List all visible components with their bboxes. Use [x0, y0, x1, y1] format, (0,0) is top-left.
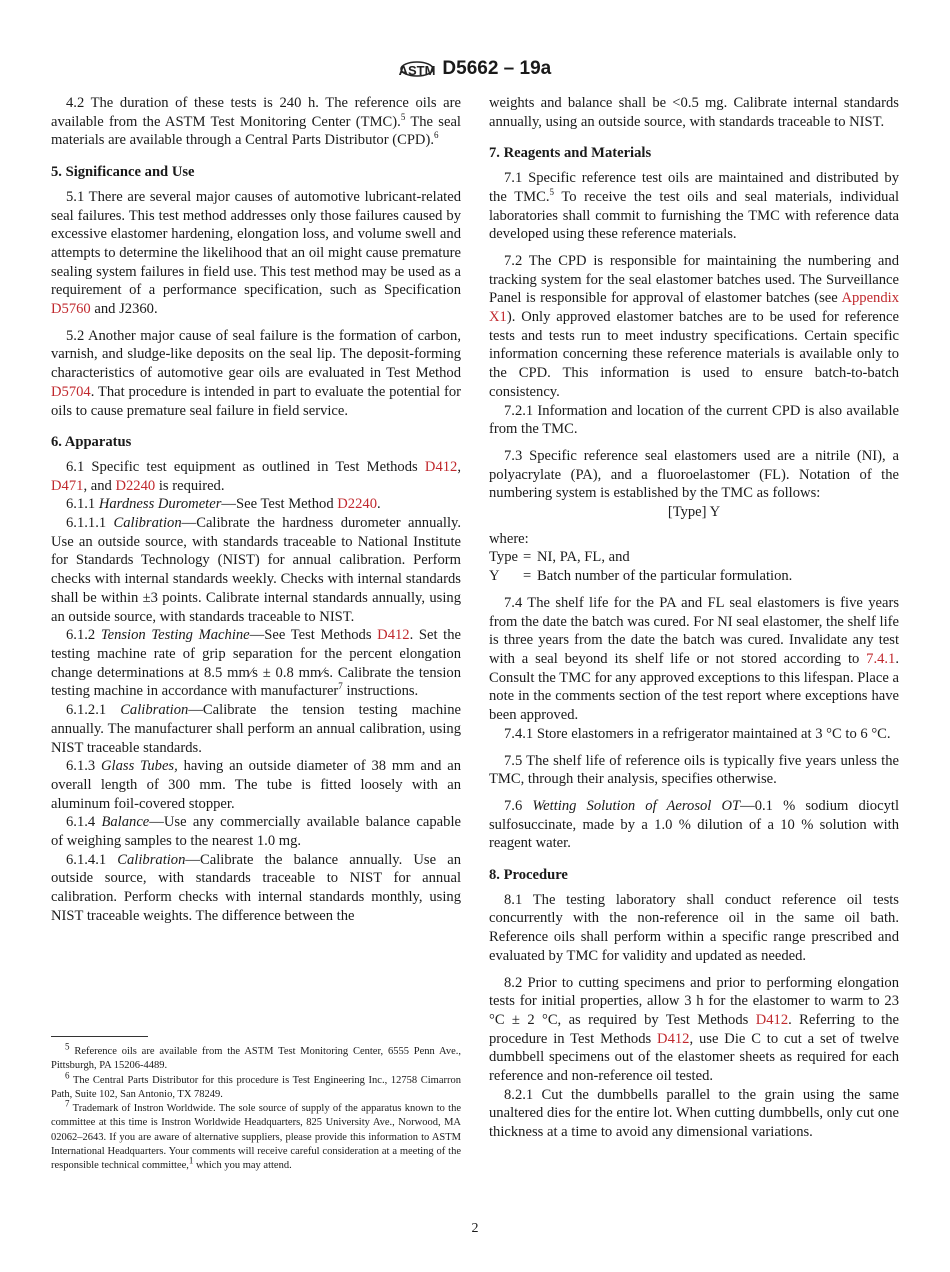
cross-reference-link[interactable]: Appendix X1: [489, 290, 899, 326]
paragraph: [489, 94, 899, 131]
text-run: —Calibrate the balance annually. Use an outside source, with standards traceable to NIST for annual calibration. Perform checks with internal standards monthly, using NIST traceable weights. The difference between the: [51, 851, 461, 924]
text-run: 6. Apparatus: [51, 434, 132, 451]
footnote-ref: 6: [65, 1070, 70, 1081]
text-run: Wetting Solution of Aerosol OT: [532, 797, 741, 814]
text-run: 6.1.1.1: [66, 515, 114, 532]
definition-text: [537, 548, 630, 567]
footnote-ref: 6: [433, 130, 439, 141]
text-run: 8.2 Prior to cutting specimens and prior to performing elongation tests for initial properties, allow 3 h for the elastomer to warm to 23 °C ± 2 °C, as required by Test Methods: [489, 974, 899, 1028]
section-heading: [489, 866, 899, 885]
text-run: is required.: [155, 477, 225, 494]
text-run: NI, PA, FL, and: [537, 549, 630, 566]
paragraph: [489, 594, 899, 725]
text-run: 6.1 Specific test equipment as outlined in Test Methods: [66, 458, 425, 475]
text-run: ,: [457, 458, 461, 475]
text-run: To receive the test oils and seal materials, individual laboratories shall commit to furnishing the TMC with reference data developed using these reference materials.: [489, 188, 899, 243]
text-run: 7.2.1 Information and location of the current CPD is also available from the TMC.: [489, 402, 899, 438]
right-column: [489, 94, 899, 1142]
paragraph: [489, 503, 899, 522]
footnote-ref: 7: [338, 681, 343, 692]
text-run: Calibration: [117, 851, 186, 868]
footnote: [51, 1070, 461, 1103]
text-run: , use Die C to cut a set of twelve dumbbell specimens out of the elastomer sheets as required for each reference and non-reference oil tested.: [489, 1030, 899, 1085]
text-run: . That procedure is intended in part to evaluate the potential for oils to cause premature seal failure in field service.: [51, 383, 461, 419]
text-run: Batch number of the particular formulation.: [537, 568, 793, 585]
paragraph: [489, 974, 899, 1086]
text-run: Balance: [101, 814, 150, 831]
footnote-divider: [51, 1036, 148, 1037]
definition-row: [489, 548, 899, 567]
left-column: [51, 94, 461, 926]
text-run: [Type] Y: [667, 504, 721, 521]
text-run: Glass Tubes,: [101, 758, 178, 775]
definition-term: Type: [489, 549, 518, 566]
paragraph: [51, 626, 461, 701]
paragraph: [51, 327, 461, 421]
footnote: [51, 1041, 461, 1074]
text-run: —Calibrate the hardness durometer annually. Use an outside source, with standards traceable to National Institute for Standards Technology (NIST) for annual calibration. Perform checks with internal standards weekly. Checks with internal standards shall be within ±3 points. Calibrate internal standards annually, using an outside source, with standards traceable to NIST.: [51, 515, 461, 625]
text-run: 6.1.4.1: [66, 851, 118, 868]
paragraph: [51, 514, 461, 626]
text-run: —Use any commercially available balance capable of weighing samples to the nearest 1.0 mg.: [51, 814, 461, 850]
text-run: 7.5 The shelf life of reference oils is typically five years unless the TMC, through their analysis, specifies otherwise.: [489, 752, 899, 788]
cross-reference-link[interactable]: D412: [424, 458, 458, 475]
text-run: 5.2 Another major cause of seal failure is the formation of carbon, varnish, and sludge-like deposits on the seal lip. The deposit-forming characteristics of automotive gear oils are evaluated in Test Method: [51, 327, 461, 382]
text-run: instructions.: [342, 683, 419, 700]
text-run: 6.1.2: [66, 627, 101, 644]
footnote-ref: 5: [549, 186, 554, 197]
cross-reference-link[interactable]: D412: [755, 1011, 789, 1028]
designation: D5662 – 19a: [442, 57, 552, 79]
definition-equals: =: [523, 568, 532, 585]
section-heading: [51, 433, 461, 452]
paragraph: [51, 94, 461, 150]
paragraph: [489, 252, 899, 402]
text-run: —0.1 % sodium diocytl sulfosuccinate, made by a 1.0 % dilution of a 10 % solution with reagent water.: [489, 797, 899, 852]
text-run: —See Test Method: [221, 496, 338, 513]
footnote-ref: 5: [400, 111, 406, 122]
paragraph: [489, 891, 899, 966]
text-run: —See Test Methods: [249, 627, 378, 644]
text-run: 7.6: [504, 797, 533, 814]
paragraph: [489, 169, 899, 244]
text-run: , and: [83, 477, 116, 494]
paragraph: [51, 757, 461, 813]
text-run: and J2360.: [90, 301, 158, 318]
paragraph: [489, 752, 899, 789]
text-run: Calibration: [113, 515, 182, 532]
footnote-ref: 1: [188, 1155, 194, 1166]
text-run: 7.1 Specific reference test oils are maintained and distributed by the TMC.: [489, 170, 899, 205]
footnote: [51, 1098, 461, 1173]
paragraph: [51, 458, 461, 495]
text-run: 7.2 The CPD is responsible for maintaining the numbering and tracking system for the seal elastomer batches used. The Surveillance Panel is responsible for approval of elastomer batches (see: [489, 252, 899, 307]
text-run: The Central Parts Distributor for this procedure is Test Engineering Inc., 12758 Cimarron Path, Suite 102, San Antonio, TX 78249.: [51, 1074, 461, 1100]
text-run: 6.1.1: [66, 496, 99, 513]
text-run: . Consult the TMC for any approved exceptions to this lifespan. Place a note in the comments section of the test report where exceptions have been approved.: [489, 650, 899, 724]
paragraph: [51, 188, 461, 319]
section-heading: [489, 144, 899, 163]
paragraph: [489, 447, 899, 503]
text-run: 8.2.1 Cut the dumbbells parallel to the grain using the same unaltered dies for the entire lot. When cutting dumbbells, only cut one thickness at a time to avoid any dimensional variations.: [489, 1086, 899, 1141]
definition-term: Y: [489, 568, 500, 585]
paragraph: [51, 495, 461, 514]
cross-reference-link[interactable]: D5760: [51, 301, 91, 318]
cross-reference-link[interactable]: D412: [657, 1030, 690, 1047]
text-run: 7. Reagents and Materials: [489, 145, 652, 162]
paragraph: [51, 813, 461, 850]
definition-row: [489, 567, 899, 586]
definition-equals: =: [523, 549, 532, 566]
text-run: which you may attend.: [193, 1160, 292, 1172]
text-run: 4.2 The duration of these tests is 240 h. The reference oils are available from the ASTM Test Monitoring Center (TMC).: [51, 95, 461, 130]
paragraph: [51, 851, 461, 926]
text-run: 7.3 Specific reference seal elastomers used are a nitrile (NI), a polyacrylate (PA), and a fluoroelastomer (FL). Notation of the numbering system is established by the TMC as follows:: [489, 447, 899, 502]
footnote-ref: 7: [65, 1098, 70, 1109]
section-heading: [51, 163, 461, 182]
paragraph: [489, 797, 899, 853]
text-run: 5. Significance and Use: [51, 164, 195, 181]
text-run: 7.4 The shelf life for the PA and FL seal elastomers is five years from the date the batch was cured. For NI seal elastomer, the shelf life is three years from the date the batch was cured. Invalidate any test with a seal beyond its shelf life or not stored according to: [489, 594, 899, 667]
text-run: —Calibrate the tension testing machine annually. The manufacturer shall perform an annual calibration, using NIST traceable standards.: [51, 702, 461, 756]
text-run: Trademark of Instron Worldwide. The sole source of supply of the apparatus known to the committee at this time is Instron Worldwide Headquarters, 825 University Ave., Norwood, MA 02062–2643. If you are aware of alternative suppliers, please provide this information to ASTM International Headquarters. Your comments will receive careful consideration at a meeting of the responsible technical committee,: [51, 1103, 461, 1172]
text-run: 5.1 There are several major causes of automotive lubricant-related seal failures. This test method addresses only those failures caused by excessive elastomer hardening, elongation loss, and volume swell and attempts to determine the likelihood that an oil might cause premature sealing system failures in field use. This test method may be used as a requirement of a performance specification, such as Specification: [51, 188, 461, 299]
cross-reference-link[interactable]: D2240: [115, 477, 156, 494]
text-run: Tension Testing Machine: [100, 627, 250, 644]
text-run: 6.1.2.1: [66, 702, 121, 719]
text-run: Calibration: [120, 702, 189, 719]
paragraph: [489, 1086, 899, 1142]
paragraph: [489, 402, 899, 439]
footnote-ref: 5: [65, 1041, 70, 1052]
page-number: 2: [471, 1221, 479, 1236]
cross-reference-link[interactable]: D2240: [337, 496, 377, 513]
text-run: .: [377, 496, 381, 513]
footnotes: [51, 1041, 461, 1174]
cross-reference-link[interactable]: D471: [51, 477, 84, 494]
text-run: ). Only approved elastomer batches are to be used for reference tests and tests run to meet industry specifications. Certain specific information concerning these reference materials is available only to the CPD. This information is used to ensure batch-to-batch consistency.: [489, 309, 899, 400]
text-run: Hardness Durometer: [98, 496, 222, 513]
text-run: 6.1.3: [66, 758, 101, 775]
cross-reference-link[interactable]: 7.4.1: [866, 650, 896, 667]
cross-reference-link[interactable]: D5704: [51, 383, 91, 400]
paragraph: [489, 725, 899, 744]
text-run: . Set the testing machine rate of grip separation for the percent elongation change determinations at 8.5 mm⁄s ± 0.8 mm⁄s. Calibrate the tension testing machine in accordance with manufacturer: [51, 627, 461, 700]
paragraph: [489, 530, 899, 549]
astm-logo-icon: [399, 54, 435, 84]
svg-text:ASTM: ASTM: [398, 63, 435, 78]
definition-text: [537, 567, 792, 586]
text-run: 6.1.4: [66, 814, 102, 831]
text-run: The seal materials are available through a Central Parts Distributor (CPD).: [51, 113, 461, 149]
text-run: weights and balance shall be <0.5 mg. Calibrate internal standards annually, using an outside source, with standards traceable to NIST.: [489, 95, 899, 130]
text-run: where:: [489, 530, 529, 547]
text-run: . Referring to the procedure in Test Methods: [489, 1011, 899, 1047]
cross-reference-link[interactable]: D412: [377, 627, 410, 644]
text-run: 7.4.1 Store elastomers in a refrigerator maintained at 3 °C to 6 °C.: [504, 725, 891, 742]
text-run: 8. Procedure: [489, 867, 568, 884]
text-run: 8.1 The testing laboratory shall conduct reference oil tests concurrently with the non-reference oil in the same oil bath. Reference oils shall perform within a specific range prescribed and evaluated by TMC for validity and updated as needed.: [489, 891, 899, 964]
paragraph: [51, 701, 461, 757]
text-run: having an outside diameter of 38 mm and an overall length of 300 mm. The tube is fitted loosely with an aluminum foil-covered stopper.: [51, 758, 461, 812]
text-run: Reference oils are available from the ASTM Test Monitoring Center, 6555 Penn Ave., Pittsburgh, PA 15206-4489.: [51, 1046, 461, 1072]
page-header: [0, 54, 950, 84]
